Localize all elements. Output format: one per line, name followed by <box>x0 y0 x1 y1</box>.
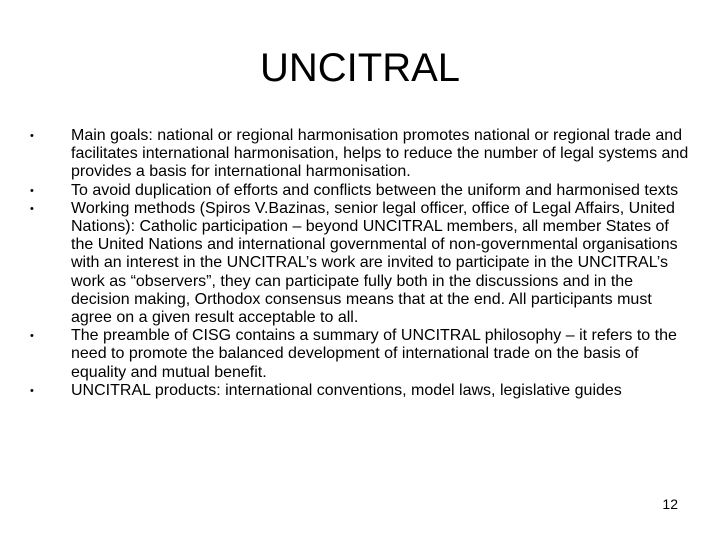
page-number: 12 <box>662 496 678 512</box>
bullet-text: Main goals: national or regional harmonisation promotes national or regional trade and facilitates international harmonisation, helps to reduce the number of legal systems and provides a basis for international harmonisation. <box>71 127 689 181</box>
bullet-text: Working methods (Spiros V.Bazinas, senior legal officer, office of Legal Affairs, United Nations): Catholic participation – beyond UNCITRAL members, all member States of the United Nations and international governmental of non-governmental organisations with an interest in the UNCITRAL’s work are invited to participate in the UNCITRAL’s work as “observers”, they can participate fully both in the discussions and in the decision making, Orthodox consensus means that at the end. All participants must agree on a given result acceptable to all. <box>71 199 678 327</box>
bullet-icon: • <box>30 330 34 343</box>
slide-title: UNCITRAL <box>259 46 461 90</box>
bullet-item-working-methods <box>30 200 690 327</box>
bullet-item-products <box>30 382 690 400</box>
bullet-text: To avoid duplication of efforts and conflicts between the uniform and harmonised texts <box>71 181 679 199</box>
bullet-icon: • <box>30 184 34 197</box>
bullet-list <box>30 127 690 400</box>
bullet-item-avoid-duplication <box>30 182 690 200</box>
bullet-text: The preamble of CISG contains a summary of UNCITRAL philosophy – it refers to the need to promote the balanced development of international trade on the basis of equality and mutual benefit. <box>71 327 677 381</box>
bullet-icon: • <box>30 202 34 215</box>
bullet-item-main-goals <box>30 127 690 182</box>
bullet-icon: • <box>30 384 34 397</box>
bullet-item-cisg-preamble <box>30 327 690 382</box>
bullet-icon: • <box>30 130 34 142</box>
bullet-text: UNCITRAL products: international conventions, model laws, legislative guides <box>71 381 622 399</box>
